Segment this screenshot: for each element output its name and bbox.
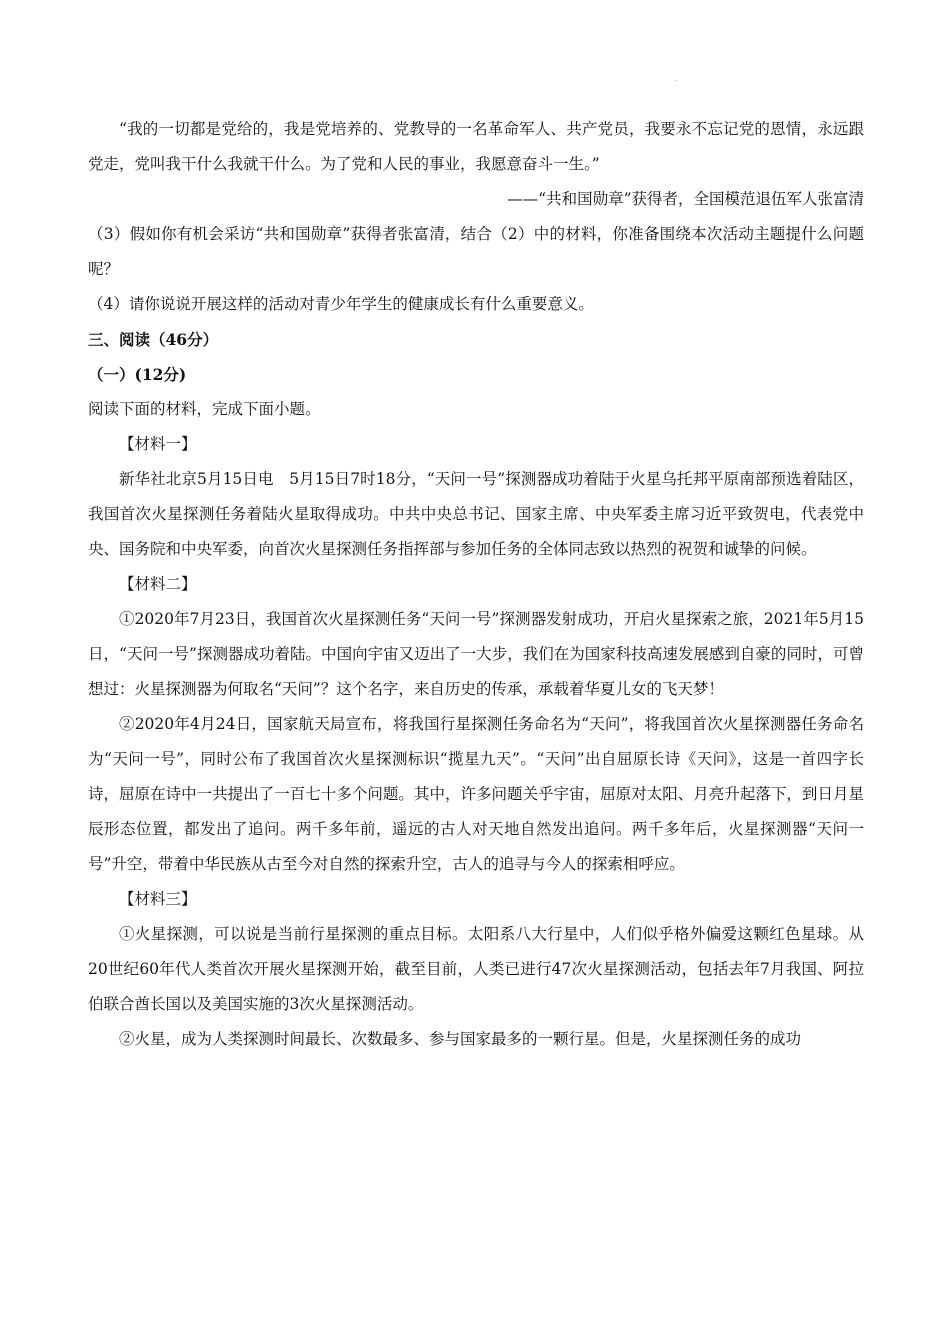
question-3: （3）假如你有机会采访“共和国勋章”获得者张富清，结合（2）中的材料，你准备围绕本次活动主题提什么问题呢？: [88, 225, 864, 278]
section-title: 三、阅读（46分）: [88, 330, 219, 349]
reading-instruction: 阅读下面的材料，完成下面小题。: [88, 400, 321, 418]
material-3-label: 【材料三】: [119, 890, 197, 908]
section-subtitle: （一）(12分): [88, 365, 187, 384]
material-2-paragraph-2: ②2020年4月24日，国家航天局宣布，将我国行星探测任务命名为“天问”，将我国首次火星探测器任务命名为“天问一号”，同时公布了我国首次火星探测标识“揽星九天”。“天问”出自屈原长诗《天问》，这是一首四字长诗，屈原在诗中一共提出了一百七十多个问题。其中，许多问题关乎宇宙，屈原对太阳、月亮升起落下，到日月星辰形态位置，都发出了追问。两千多年前，遥远的古人对天地自然发出追问。两千多年后，火星探测器“天问一号”升空，带着中华民族从古至今对自然的探索升空，古人的追寻与今人的探索相呼应。: [88, 715, 864, 873]
material-2-label: 【材料二】: [119, 575, 197, 593]
material-1-paragraph: 新华社北京5月15日电 5月15日7时18分，“天问一号”探测器成功着陆于火星乌托邦平原南部预选着陆区，我国首次火星探测任务着陆火星取得成功。中共中央总书记、国家主席、中央军委主席习近平致贺电，代表党中央、国务院和中央军委，向首次火星探测任务指挥部与参加任务的全体同志致以热烈的祝贺和诚挚的问候。: [88, 470, 864, 558]
quote-attribution: ——“共和国勋章”获得者，全国模范退伍军人张富清: [507, 190, 864, 208]
material-3-paragraph-1: ①火星探测，可以说是当前行星探测的重点目标。太阳系八大行星中，人们似乎格外偏爱这颗红色星球。从20世纪60年代人类首次开展火星探测开始，截至目前，人类已进行47次火星探测活动，包括去年7月我国、阿拉伯联合酋长国以及美国实施的3次火星探测活动。: [88, 925, 864, 1013]
question-4: （4）请你说说开展这样的活动对青少年学生的健康成长有什么重要意义。: [88, 295, 594, 313]
top-mark: .: [675, 74, 678, 83]
document-page: [88, 112, 864, 1057]
material-1-label: 【材料一】: [119, 435, 197, 453]
material-3-paragraph-2: ②火星，成为人类探测时间最长、次数最多、参与国家最多的一颗行星。但是，火星探测任务的成功: [119, 1030, 802, 1048]
quote-text: “我的一切都是党给的，我是党培养的、党教导的一名革命军人、共产党员，我要永不忘记党的恩情，永远跟党走，党叫我干什么我就干什么。为了党和人民的事业，我愿意奋斗一生。”: [88, 120, 864, 173]
material-2-paragraph-1: ①2020年7月23日，我国首次火星探测任务“天问一号”探测器发射成功，开启火星探索之旅，2021年5月15日，“天问一号”探测器成功着陆。中国向宇宙又迈出了一大步，我们在为国家科技高速发展感到自豪的同时，可曾想过：火星探测器为何取名“天问”？这个名字，来自历史的传承，承载着华夏儿女的飞天梦！: [88, 610, 864, 698]
